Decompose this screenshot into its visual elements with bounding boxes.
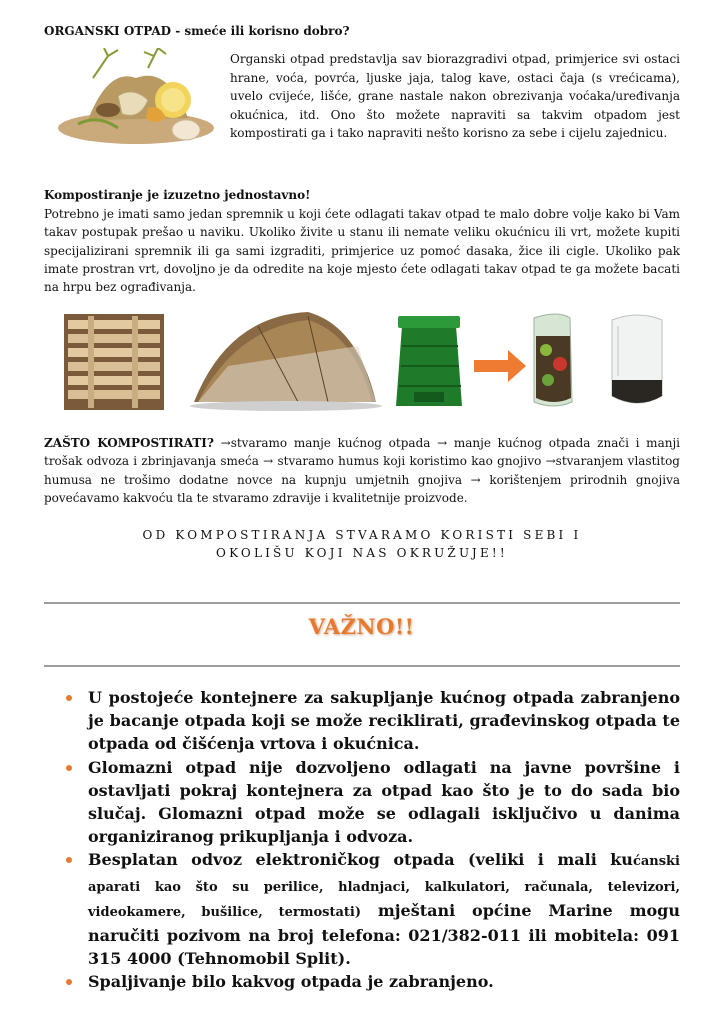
bullet-icon	[66, 979, 72, 985]
notice-item-text: Spaljivanje bilo kakvog otpada je zabranjeno.	[88, 972, 494, 992]
important-heading: VAŽNO!!	[308, 614, 415, 639]
green-compost-container-image	[396, 316, 462, 406]
section-title: ORGANSKI OTPAD - smeće ili korisno dobro?	[44, 24, 350, 38]
divider-bottom	[44, 665, 680, 667]
composting-heading: Kompostiranje je izuzetno jednostavno!	[44, 188, 311, 202]
intro-paragraph: Organski otpad predstavlja sav biorazgradivi otpad, primjerice svi ostaci hrane, voća, povrća, ljuske jaja, talog kave, ostaci čaja (s vrećicama), uvelo cvijeće, lišće, grane nastale nakon obrezivanja voćaka/uređivanja okućnica, itd. Ono što možete napraviti sa takvim otpadom jest kompostirati ga i tako napraviti nešto korisno za sebe i cijelu zajednicu.	[230, 52, 680, 141]
list-item	[62, 756, 680, 849]
clear-bottle-image	[612, 315, 662, 403]
arrow-icon	[474, 350, 526, 382]
notice-item-text: U postojeće kontejnere za sakupljanje kućnog otpada zabranjeno je bacanje otpada koji se može reciklirati, građevinskog otpada te otpada od čišćenja vrtova i okućnica.	[88, 688, 680, 754]
bottle-compost-image	[534, 314, 572, 406]
slogan-line-2: OKOLIŠU KOJI NAS OKRUŽUJE!!	[216, 545, 508, 560]
list-item	[62, 848, 680, 970]
list-item	[62, 686, 680, 756]
bullet-icon	[66, 857, 72, 863]
bullet-icon	[66, 765, 72, 771]
organic-waste-image	[48, 48, 218, 146]
bullet-icon	[66, 695, 72, 701]
notice-item-text: mještani općine Marine mogu naručiti pozivom na broj telefona: 021/382-011 ili mobitela: 091 315 4000 (Tehnomobil Split).	[88, 900, 680, 969]
composting-images	[58, 306, 678, 418]
composting-paragraph: Potrebno je imati samo jedan spremnik u koji ćete odlagati takav otpad te malo dobre volje kako bi Vam takav postupak prešao u naviku. Ukoliko živite u stanu ili nemate veliku okućnicu ili vrt, možete kupiti specijalizirani spremnik ili ga sami izgraditi, primjerice uz pomoć dasaka, žice ili cigle. Ukoliko pak imate prostran vrt, dovoljno je da odredite na koje mjesto ćete odlagati takav otpad te ga možete bacati na hrpu bez ograđivanja.	[44, 207, 680, 295]
notice-list	[62, 686, 680, 994]
compost-heap-image	[190, 312, 382, 411]
list-item	[62, 970, 680, 993]
why-compost-text: →stvaramo manje kućnog otpada → manje kućnog otpada znači i manji trošak odvoza i zbrinjavanja smeća → stvaramo humus koji koristimo kao gnojivo →stvaranjem vlastitog humusa ne trošimo dodatne novce na kupnju umjetnih gnojiva → korištenjem prirodnih gnojiva povećavamo kakvoću tla te stvaramo zdravije i kvalitetnije proizvode.	[44, 436, 681, 505]
notice-item-text-small: ćanski aparati kao što su perilice, hladnjaci, kalkulatori, računala, televizori, videokamere, bušilice, termostati)	[88, 854, 680, 920]
why-compost-paragraph	[44, 434, 680, 507]
why-compost-lead: ZAŠTO KOMPOSTIRATI?	[44, 436, 214, 450]
notice-item-text: Besplatan odvoz elektroničkog otpada (veliki i mali ku	[88, 850, 633, 870]
slogan	[44, 527, 680, 562]
notice-item-text: Glomazni otpad nije dozvoljeno odlagati na javne površine i ostavljati pokraj kontejnera za otpad kao što je to do sada bio slučaj. Glomazni otpad može se odlagali isključivo u danima organiziranog prikupljanja i odvoza.	[88, 757, 680, 847]
slogan-line-1: OD KOMPOSTIRANJA STVARAMO KORISTI SEBI I	[142, 528, 582, 542]
divider-top	[44, 602, 680, 604]
wooden-compost-bin-image	[64, 314, 164, 410]
